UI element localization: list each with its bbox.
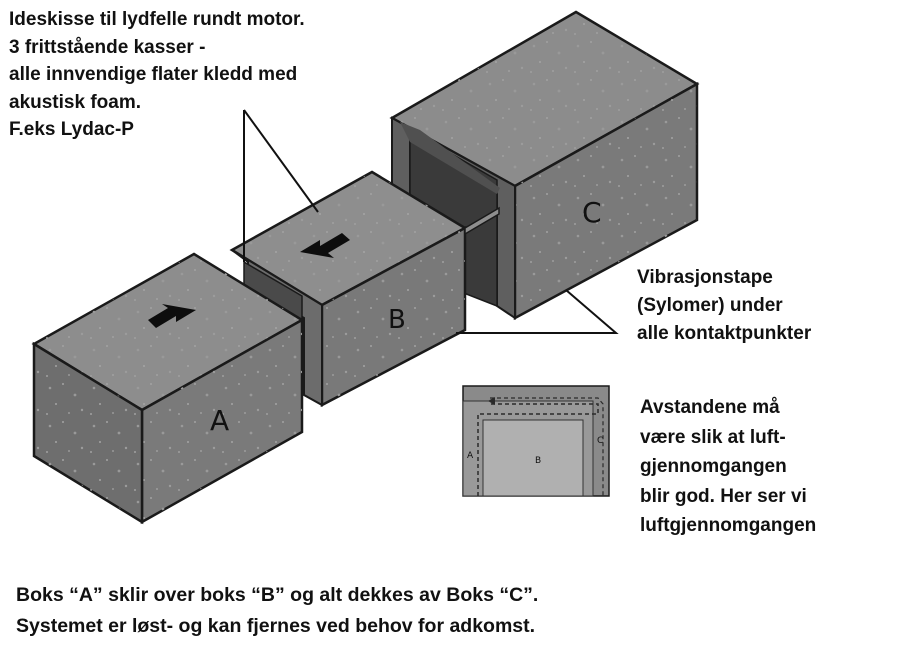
- intro-note-line: akustisk foam.: [9, 91, 141, 113]
- airflow-note-line: gjennomgangen: [640, 456, 787, 477]
- intro-note-line: F.eks Lydac-P: [9, 119, 134, 140]
- airflow-note-line: luftgjennomgangen: [640, 515, 817, 536]
- box-a-label: A: [210, 404, 230, 437]
- summary-note: [16, 580, 538, 642]
- airflow-inset: [463, 386, 609, 496]
- airflow-note: [640, 393, 816, 541]
- box-a: [34, 254, 302, 522]
- intro-note-line: alle innvendige flater kledd med: [9, 64, 298, 85]
- vibration-note-line: (Sylomer) under: [637, 295, 783, 316]
- box-b-label: B: [388, 305, 406, 335]
- airflow-note-line: Avstandene må: [640, 397, 780, 418]
- inset-label-b: B: [535, 456, 542, 466]
- intro-note: [9, 6, 305, 144]
- airflow-note-line: blir god. Her ser vi: [640, 485, 807, 507]
- airflow-note-line: være slik at luft-: [640, 426, 786, 448]
- box-c-label: C: [582, 196, 602, 229]
- vibration-note-line: alle kontaktpunkter: [637, 323, 812, 344]
- inset-box-b: [483, 420, 583, 496]
- vibration-note-line: Vibrasjonstape: [637, 267, 773, 288]
- intro-note-line: 3 frittstående kasser -: [9, 36, 206, 58]
- vibration-note: [637, 264, 811, 348]
- summary-note-line: Systemet er løst- og kan fjernes ved behov for adkomst.: [16, 615, 536, 637]
- inset-label-c: C: [597, 436, 604, 446]
- summary-note-line: Boks “A” sklir over boks “B” og alt dekkes av Boks “C”.: [16, 584, 539, 606]
- inset-label-a: A: [467, 451, 474, 461]
- intro-note-line: Ideskisse til lydfelle rundt motor.: [9, 9, 305, 30]
